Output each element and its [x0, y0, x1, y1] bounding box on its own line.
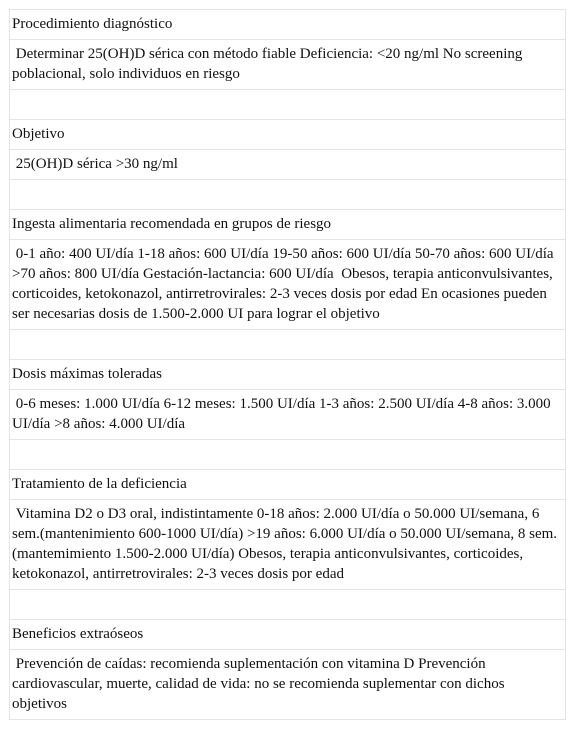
table-row [10, 500, 566, 590]
section-title-cell [10, 210, 566, 240]
spacer-row [10, 590, 566, 620]
section-body-cell [10, 390, 566, 440]
section-body: 0-1 año: 400 UI/día 1-18 años: 600 UI/día 19-50 años: 600 UI/día 50-70 años: 600 UI/día >70 años: 800 UI/día Gestación-lactancia: 600 UI/día Obesos, terapia anticonvulsivantes, corticoides, ketokonazol, antirretrovirales: 2-3 veces dosis por edad En ocasiones pueden ser necesarias dosis de 1.500-2.000 UI para lograr el objetivo [12, 246, 554, 322]
spacer-cell [10, 590, 566, 620]
section-title: Tratamiento de la deficiencia [12, 476, 187, 492]
spacer-row [10, 90, 566, 120]
table-row [10, 210, 566, 240]
table-row [10, 10, 566, 40]
table-row [10, 40, 566, 90]
spacer-row [10, 330, 566, 360]
section-title: Objetivo [12, 126, 65, 142]
spacer-cell [10, 440, 566, 470]
vitamin-d-table [9, 9, 566, 720]
section-title-cell [10, 120, 566, 150]
section-body-cell [10, 500, 566, 590]
section-title-cell [10, 360, 566, 390]
section-body: Vitamina D2 o D3 oral, indistintamente 0-18 años: 2.000 UI/día o 50.000 UI/semana, 6 sem.(mantenimiento 600-1000 UI/día) >19 años: 6.000 UI/día o 50.000 UI/semana, 8 sem.(mantemimiento 1.500-2.000 UI/día) Obesos, terapia anticonvulsivantes, corticoides, ketokonazol, antirretrovirales: 2-3 veces dosis por edad [12, 506, 558, 582]
spacer-row [10, 180, 566, 210]
section-title-cell [10, 470, 566, 500]
section-title: Beneficios extraóseos [12, 626, 144, 642]
section-body: Prevención de caídas: recomienda suplementación con vitamina D Prevención cardiovascular, muerte, calidad de vida: no se recomienda suplementar con dichos objetivos [12, 656, 505, 712]
section-body: 0-6 meses: 1.000 UI/día 6-12 meses: 1.500 UI/día 1-3 años: 2.500 UI/día 4-8 años: 3.000 UI/día >8 años: 4.000 UI/día [12, 396, 551, 432]
spacer-cell [10, 180, 566, 210]
spacer-cell [10, 90, 566, 120]
spacer-cell [10, 330, 566, 360]
table-row [10, 360, 566, 390]
section-title: Ingesta alimentaria recomendada en grupos de riesgo [12, 216, 332, 232]
section-body: Determinar 25(OH)D sérica con método fiable Deficiencia: <20 ng/ml No screening poblacional, solo individuos en riesgo [12, 46, 523, 82]
section-title-cell [10, 620, 566, 650]
table-row [10, 120, 566, 150]
section-title: Dosis máximas toleradas [12, 366, 162, 382]
table-row [10, 650, 566, 720]
table-row [10, 240, 566, 330]
section-body-cell [10, 150, 566, 180]
spacer-row [10, 440, 566, 470]
section-title: Procedimiento diagnóstico [12, 16, 173, 32]
table-row [10, 620, 566, 650]
section-title-cell [10, 10, 566, 40]
table-row [10, 470, 566, 500]
section-body: 25(OH)D sérica >30 ng/ml [12, 156, 178, 172]
section-body-cell [10, 40, 566, 90]
table-row [10, 390, 566, 440]
section-body-cell [10, 240, 566, 330]
section-body-cell [10, 650, 566, 720]
table-row [10, 150, 566, 180]
